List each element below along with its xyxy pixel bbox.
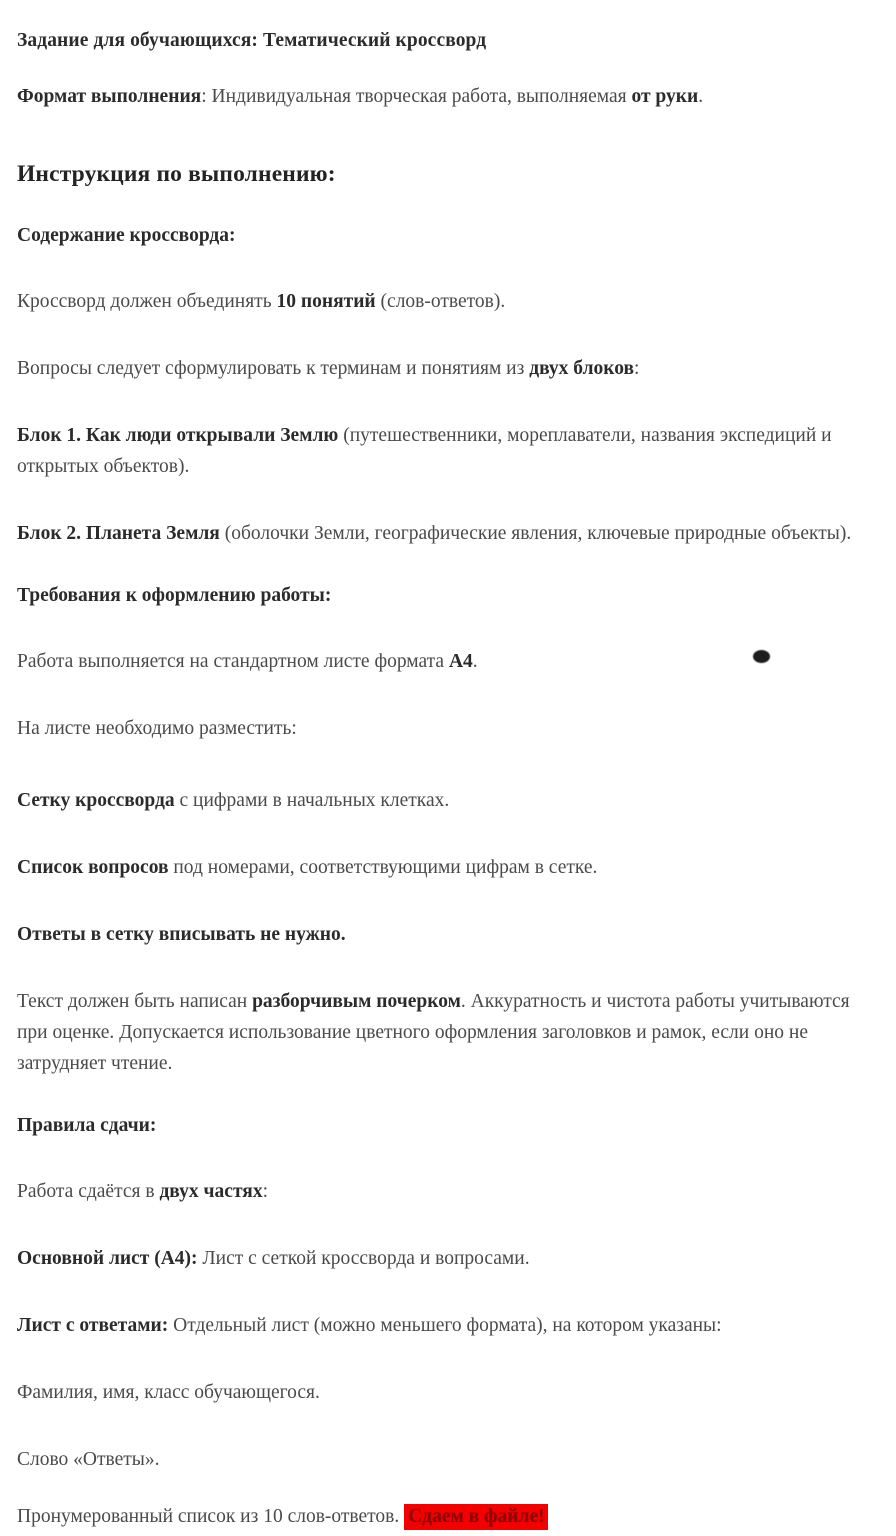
handwriting-after: . Аккуратность и чистота работы учитываются при оценке. Допускается использование цветного оформления заголовков и рамок, если оно не затрудняет чтение. <box>17 991 850 1074</box>
block-2-rest: (оболочки Земли, географические явления, ключевые природные объекты). <box>219 523 852 544</box>
handwriting-paragraph <box>17 986 880 1079</box>
two-parts-emphasis: двух частях <box>159 1181 263 1202</box>
sheet-format-paragraph <box>17 646 880 677</box>
block-1-rest: (путешественники, мореплаватели, названия экспедиций и открытых объектов). <box>17 425 832 477</box>
requirements-heading: Требования к оформлению работы: <box>17 585 332 606</box>
grid-item-paragraph <box>17 785 880 816</box>
two-blocks-before: Вопросы следует сформулировать к терминам и понятиям из <box>17 358 530 379</box>
block-2-emphasis: Блок 2. Планета Земля <box>17 523 220 544</box>
handwriting-before: Текст должен быть написан <box>17 991 253 1012</box>
answer-sheet-rest: Отдельный лист (можно меньшего формата), на котором указаны: <box>168 1315 722 1336</box>
answer-sheet-item-list <box>17 1501 880 1532</box>
main-sheet-paragraph <box>17 1243 880 1274</box>
format-text-after: . <box>698 86 704 107</box>
format-separator: : <box>201 86 212 107</box>
content-section-heading: Содержание кроссворда: <box>17 225 236 246</box>
submission-heading: Правила сдачи: <box>17 1115 157 1136</box>
block-1-emphasis: Блок 1. Как люди открывали Землю <box>17 425 339 446</box>
place-on-sheet-paragraph: На листе необходимо разместить: <box>17 718 297 739</box>
questions-item-rest: под номерами, соответствующими цифрам в сетке. <box>168 857 598 878</box>
answer-sheet-paragraph <box>17 1310 880 1341</box>
concept-count-emphasis: 10 понятий <box>276 291 376 312</box>
two-parts-before: Работа сдаётся в <box>17 1181 160 1202</box>
grid-item-emphasis: Сетку кроссворда <box>17 790 175 811</box>
submit-in-file-highlight: Сдаем в файле! <box>404 1504 547 1530</box>
two-parts-paragraph <box>17 1176 880 1207</box>
main-sheet-rest: Лист с сеткой кроссворда и вопросами. <box>197 1248 530 1269</box>
page-title: Задание для обучающихся: Тематический кроссворд <box>17 30 487 51</box>
format-label: Формат выполнения <box>17 86 202 107</box>
questions-item-emphasis: Список вопросов <box>17 857 169 878</box>
block-2-paragraph <box>17 518 880 549</box>
format-paragraph <box>17 81 880 112</box>
block-1-paragraph <box>17 420 880 482</box>
sheet-format-after: . <box>472 651 478 672</box>
two-parts-after: : <box>262 1181 268 1202</box>
handwriting-emphasis: разборчивым почерком <box>252 991 461 1012</box>
answer-sheet-item-name: Фамилия, имя, класс обучающегося. <box>17 1382 320 1403</box>
questions-item-paragraph <box>17 852 880 883</box>
concept-count-paragraph <box>17 286 880 317</box>
answer-sheet-emphasis: Лист с ответами: <box>17 1315 169 1336</box>
concept-count-after: (слов-ответов). <box>375 291 506 312</box>
format-text-before: Индивидуальная творческая работа, выполняемая <box>211 86 632 107</box>
format-emphasis: от руки <box>631 86 699 107</box>
no-answers-paragraph: Ответы в сетку вписывать не нужно. <box>17 924 346 945</box>
two-blocks-paragraph <box>17 353 880 384</box>
concept-count-before: Кроссворд должен объединять <box>17 291 277 312</box>
two-blocks-emphasis: двух блоков <box>529 358 635 379</box>
two-blocks-after: : <box>634 358 640 379</box>
instruction-heading: Инструкция по выполнению: <box>17 161 336 187</box>
main-sheet-emphasis: Основной лист (А4): <box>17 1248 198 1269</box>
sheet-format-before: Работа выполняется на стандартном листе формата <box>17 651 449 672</box>
answer-sheet-item-word: Слово «Ответы». <box>17 1449 160 1470</box>
sheet-format-emphasis: А4 <box>448 651 473 672</box>
bullet-dot-icon <box>753 650 770 663</box>
grid-item-rest: с цифрами в начальных клетках. <box>174 790 450 811</box>
answer-list-text: Пронумерованный список из 10 слов-ответов. <box>17 1506 400 1527</box>
